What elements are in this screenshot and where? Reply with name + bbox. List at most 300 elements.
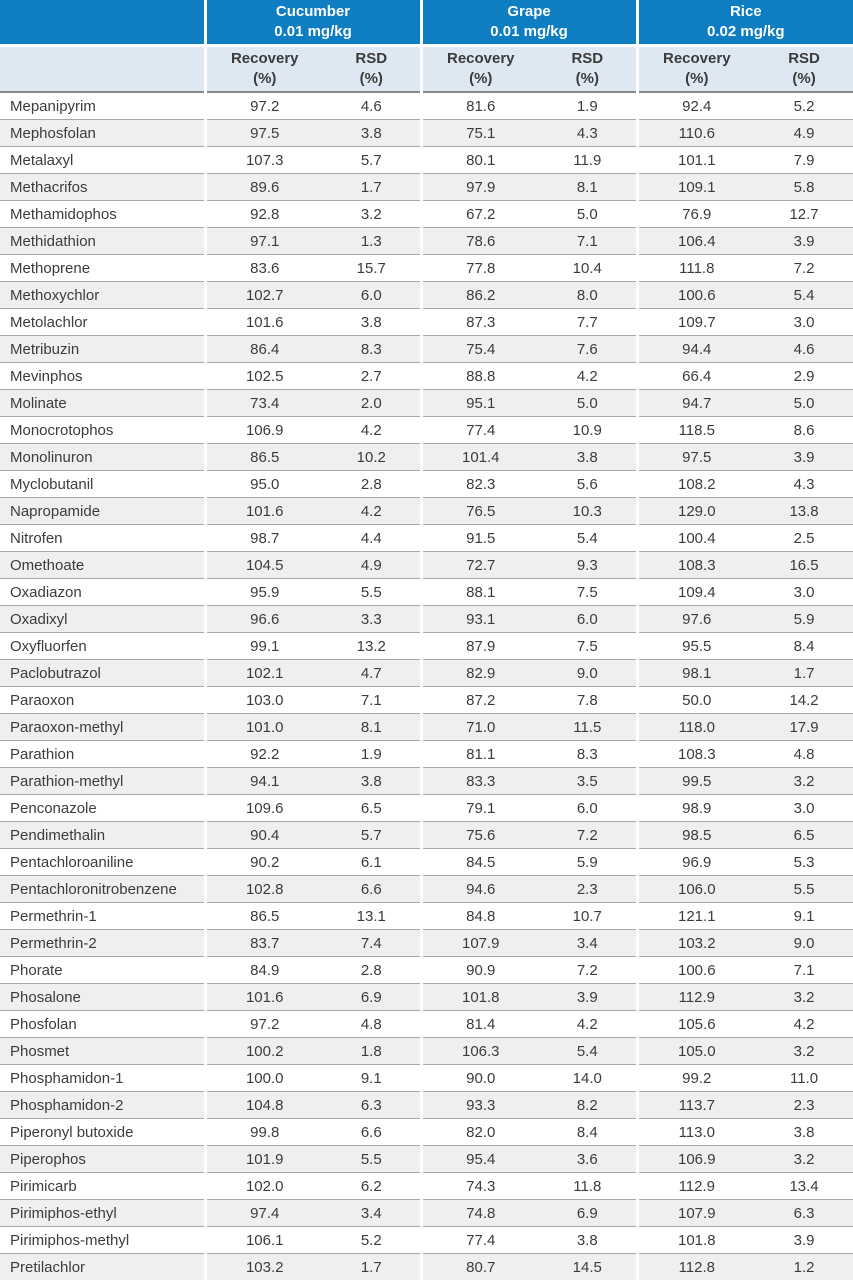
recovery-value-cell: 89.6 [205, 174, 323, 201]
compound-name-cell: Phosalone [0, 984, 205, 1011]
matrix-name: Cucumber [275, 3, 351, 20]
rsd-value-cell: 3.8 [755, 1119, 853, 1146]
recovery-value-cell: 92.4 [637, 92, 755, 120]
rsd-value-cell: 1.7 [323, 174, 421, 201]
table-row [0, 471, 853, 498]
rsd-value-cell: 7.6 [539, 336, 637, 363]
recovery-value-cell: 97.2 [205, 1011, 323, 1038]
recovery-value-cell: 92.8 [205, 201, 323, 228]
rsd-value-cell: 2.5 [755, 525, 853, 552]
matrix-name: Grape [507, 3, 551, 20]
rsd-value-cell: 3.9 [755, 1227, 853, 1254]
rsd-value-cell: 3.2 [323, 201, 421, 228]
rsd-value-cell: 7.8 [539, 687, 637, 714]
compound-name-cell: Oxadixyl [0, 606, 205, 633]
table-row [0, 849, 853, 876]
rsd-value-cell: 5.4 [539, 1038, 637, 1065]
rsd-value-cell: 8.1 [323, 714, 421, 741]
rsd-value-cell: 5.2 [755, 92, 853, 120]
recovery-value-cell: 79.1 [421, 795, 539, 822]
recovery-value-cell: 112.8 [637, 1254, 755, 1280]
rsd-value-cell: 3.4 [323, 1200, 421, 1227]
rsd-value-cell: 3.8 [539, 1227, 637, 1254]
rsd-value-cell: 6.0 [323, 282, 421, 309]
rsd-value-cell: 8.3 [323, 336, 421, 363]
compound-name-cell: Piperonyl butoxide [0, 1119, 205, 1146]
rsd-value-cell: 6.0 [539, 795, 637, 822]
compound-name-cell: Methamidophos [0, 201, 205, 228]
rsd-value-cell: 5.5 [755, 876, 853, 903]
compound-name-cell: Metalaxyl [0, 147, 205, 174]
rsd-value-cell: 6.9 [539, 1200, 637, 1227]
rsd-value-cell: 6.9 [323, 984, 421, 1011]
compound-name-cell: Metribuzin [0, 336, 205, 363]
table-row [0, 363, 853, 390]
compound-name-cell: Methoprene [0, 255, 205, 282]
recovery-value-cell: 100.6 [637, 282, 755, 309]
recovery-value-cell: 84.8 [421, 903, 539, 930]
recovery-value-cell: 100.0 [205, 1065, 323, 1092]
table-row [0, 579, 853, 606]
recovery-value-cell: 97.4 [205, 1200, 323, 1227]
rsd-value-cell: 4.9 [323, 552, 421, 579]
compound-name-cell: Pirimiphos-ethyl [0, 1200, 205, 1227]
recovery-value-cell: 106.1 [205, 1227, 323, 1254]
compound-name-cell: Paclobutrazol [0, 660, 205, 687]
rsd-value-cell: 4.2 [539, 363, 637, 390]
rsd-value-cell: 6.5 [755, 822, 853, 849]
compound-name-cell: Piperophos [0, 1146, 205, 1173]
recovery-value-cell: 97.6 [637, 606, 755, 633]
rsd-value-cell: 3.2 [755, 768, 853, 795]
recovery-value-cell: 99.1 [205, 633, 323, 660]
recovery-value-cell: 84.9 [205, 957, 323, 984]
recovery-value-cell: 105.6 [637, 1011, 755, 1038]
table-row [0, 92, 853, 120]
recovery-value-cell: 107.9 [637, 1200, 755, 1227]
recovery-value-cell: 97.5 [637, 444, 755, 471]
recovery-value-cell: 98.9 [637, 795, 755, 822]
recovery-value-cell: 99.8 [205, 1119, 323, 1146]
recovery-value-cell: 91.5 [421, 525, 539, 552]
rsd-value-cell: 6.0 [539, 606, 637, 633]
table-row [0, 282, 853, 309]
recovery-value-cell: 81.1 [421, 741, 539, 768]
recovery-value-cell: 88.1 [421, 579, 539, 606]
table-body [0, 92, 853, 1280]
rsd-value-cell: 5.8 [755, 174, 853, 201]
recovery-value-cell: 106.9 [637, 1146, 755, 1173]
recovery-value-cell: 107.9 [421, 930, 539, 957]
recovery-value-cell: 94.1 [205, 768, 323, 795]
recovery-value-cell: 86.4 [205, 336, 323, 363]
recovery-value-cell: 100.4 [637, 525, 755, 552]
recovery-value-cell: 102.0 [205, 1173, 323, 1200]
recovery-value-cell: 66.4 [637, 363, 755, 390]
recovery-value-cell: 80.7 [421, 1254, 539, 1280]
rsd-value-cell: 14.5 [539, 1254, 637, 1280]
recovery-value-cell: 113.0 [637, 1119, 755, 1146]
recovery-value-cell: 104.5 [205, 552, 323, 579]
recovery-value-cell: 101.6 [205, 498, 323, 525]
rsd-value-cell: 10.3 [539, 498, 637, 525]
rsd-value-cell: 5.9 [755, 606, 853, 633]
rsd-value-cell: 1.9 [323, 741, 421, 768]
corner-cell [0, 0, 205, 46]
rsd-value-cell: 8.6 [755, 417, 853, 444]
table-row [0, 930, 853, 957]
subheader-recovery: Recovery (%) [205, 46, 323, 93]
recovery-value-cell: 112.9 [637, 984, 755, 1011]
recovery-value-cell: 78.6 [421, 228, 539, 255]
recovery-value-cell: 84.5 [421, 849, 539, 876]
recovery-value-cell: 95.1 [421, 390, 539, 417]
rsd-value-cell: 5.6 [539, 471, 637, 498]
recovery-value-cell: 83.3 [421, 768, 539, 795]
table-row [0, 1254, 853, 1280]
recovery-value-cell: 77.4 [421, 1227, 539, 1254]
rsd-value-cell: 3.8 [323, 768, 421, 795]
compound-name-cell: Parathion-methyl [0, 768, 205, 795]
recovery-value-cell: 108.3 [637, 741, 755, 768]
recovery-value-cell: 87.3 [421, 309, 539, 336]
recovery-value-cell: 86.2 [421, 282, 539, 309]
table-row [0, 1146, 853, 1173]
recovery-value-cell: 106.3 [421, 1038, 539, 1065]
recovery-value-cell: 82.3 [421, 471, 539, 498]
compound-name-cell: Monocrotophos [0, 417, 205, 444]
recovery-value-cell: 109.4 [637, 579, 755, 606]
rsd-value-cell: 3.8 [539, 444, 637, 471]
recovery-value-cell: 129.0 [637, 498, 755, 525]
rsd-value-cell: 1.7 [755, 660, 853, 687]
recovery-value-cell: 90.0 [421, 1065, 539, 1092]
table-row [0, 984, 853, 1011]
table-row [0, 1065, 853, 1092]
recovery-value-cell: 110.6 [637, 120, 755, 147]
recovery-value-cell: 106.0 [637, 876, 755, 903]
compound-name-cell: Pretilachlor [0, 1254, 205, 1280]
recovery-value-cell: 101.8 [421, 984, 539, 1011]
recovery-value-cell: 80.1 [421, 147, 539, 174]
rsd-value-cell: 7.1 [755, 957, 853, 984]
rsd-value-cell: 3.6 [539, 1146, 637, 1173]
rsd-value-cell: 2.7 [323, 363, 421, 390]
rsd-value-cell: 8.4 [539, 1119, 637, 1146]
compound-name-cell: Metolachlor [0, 309, 205, 336]
table-row [0, 255, 853, 282]
recovery-value-cell: 100.2 [205, 1038, 323, 1065]
recovery-value-cell: 90.9 [421, 957, 539, 984]
matrix-name: Rice [729, 3, 762, 20]
rsd-value-cell: 7.7 [539, 309, 637, 336]
compound-name-cell: Methoxychlor [0, 282, 205, 309]
recovery-value-cell: 108.3 [637, 552, 755, 579]
rsd-value-cell: 2.8 [323, 957, 421, 984]
recovery-value-cell: 109.7 [637, 309, 755, 336]
table-row [0, 336, 853, 363]
table-row [0, 714, 853, 741]
recovery-value-cell: 101.6 [205, 984, 323, 1011]
rsd-value-cell: 4.2 [755, 1011, 853, 1038]
rsd-value-cell: 13.1 [323, 903, 421, 930]
compound-name-cell: Myclobutanil [0, 471, 205, 498]
rsd-value-cell: 7.9 [755, 147, 853, 174]
compound-name-cell: Parathion [0, 741, 205, 768]
recovery-value-cell: 72.7 [421, 552, 539, 579]
rsd-value-cell: 4.8 [323, 1011, 421, 1038]
recovery-value-cell: 121.1 [637, 903, 755, 930]
rsd-value-cell: 5.0 [539, 390, 637, 417]
subheader-empty-cell [0, 46, 205, 93]
rsd-value-cell: 3.3 [323, 606, 421, 633]
rsd-value-cell: 13.8 [755, 498, 853, 525]
recovery-value-cell: 102.1 [205, 660, 323, 687]
rsd-value-cell: 5.0 [755, 390, 853, 417]
rsd-value-cell: 5.4 [755, 282, 853, 309]
rsd-value-cell: 10.7 [539, 903, 637, 930]
recovery-value-cell: 81.4 [421, 1011, 539, 1038]
recovery-value-cell: 88.8 [421, 363, 539, 390]
table-row [0, 660, 853, 687]
rsd-value-cell: 1.3 [323, 228, 421, 255]
table-row [0, 1011, 853, 1038]
recovery-value-cell: 71.0 [421, 714, 539, 741]
rsd-value-cell: 5.7 [323, 147, 421, 174]
recovery-value-cell: 95.9 [205, 579, 323, 606]
compound-name-cell: Phosphamidon-1 [0, 1065, 205, 1092]
recovery-value-cell: 102.5 [205, 363, 323, 390]
recovery-value-cell: 101.8 [637, 1227, 755, 1254]
rsd-value-cell: 13.2 [323, 633, 421, 660]
rsd-value-cell: 7.1 [323, 687, 421, 714]
rsd-value-cell: 6.5 [323, 795, 421, 822]
table-row [0, 309, 853, 336]
recovery-value-cell: 81.6 [421, 92, 539, 120]
recovery-value-cell: 92.2 [205, 741, 323, 768]
rsd-value-cell: 7.2 [539, 957, 637, 984]
rsd-value-cell: 6.6 [323, 1119, 421, 1146]
matrix-header-rice [637, 0, 853, 46]
rsd-value-cell: 5.3 [755, 849, 853, 876]
compound-name-cell: Pirimiphos-methyl [0, 1227, 205, 1254]
table-row [0, 957, 853, 984]
table-row [0, 1173, 853, 1200]
compound-name-cell: Monolinuron [0, 444, 205, 471]
rsd-value-cell: 13.4 [755, 1173, 853, 1200]
recovery-value-cell: 75.1 [421, 120, 539, 147]
compound-name-cell: Molinate [0, 390, 205, 417]
rsd-value-cell: 2.9 [755, 363, 853, 390]
rsd-value-cell: 3.2 [755, 1146, 853, 1173]
table-row [0, 552, 853, 579]
rsd-value-cell: 5.0 [539, 201, 637, 228]
rsd-value-cell: 8.3 [539, 741, 637, 768]
rsd-value-cell: 5.7 [323, 822, 421, 849]
table-row [0, 390, 853, 417]
rsd-value-cell: 9.0 [539, 660, 637, 687]
rsd-value-cell: 8.4 [755, 633, 853, 660]
compound-name-cell: Methacrifos [0, 174, 205, 201]
compound-name-cell: Omethoate [0, 552, 205, 579]
recovery-value-cell: 112.9 [637, 1173, 755, 1200]
rsd-value-cell: 3.0 [755, 579, 853, 606]
rsd-value-cell: 8.0 [539, 282, 637, 309]
rsd-value-cell: 4.3 [755, 471, 853, 498]
table-row [0, 1119, 853, 1146]
rsd-value-cell: 10.9 [539, 417, 637, 444]
table-row [0, 822, 853, 849]
table-row [0, 444, 853, 471]
recovery-value-cell: 95.0 [205, 471, 323, 498]
table-row [0, 1227, 853, 1254]
recovery-value-cell: 111.8 [637, 255, 755, 282]
compound-name-cell: Nitrofen [0, 525, 205, 552]
recovery-value-cell: 74.8 [421, 1200, 539, 1227]
compound-name-cell: Permethrin-2 [0, 930, 205, 957]
compound-name-cell: Mephosfolan [0, 120, 205, 147]
recovery-value-cell: 77.8 [421, 255, 539, 282]
rsd-value-cell: 9.1 [755, 903, 853, 930]
rsd-value-cell: 3.9 [755, 444, 853, 471]
rsd-value-cell: 4.2 [539, 1011, 637, 1038]
recovery-value-cell: 75.4 [421, 336, 539, 363]
recovery-value-cell: 75.6 [421, 822, 539, 849]
recovery-value-cell: 74.3 [421, 1173, 539, 1200]
rsd-value-cell: 4.7 [323, 660, 421, 687]
rsd-value-cell: 4.2 [323, 498, 421, 525]
recovery-value-cell: 87.2 [421, 687, 539, 714]
rsd-value-cell: 3.9 [755, 228, 853, 255]
rsd-value-cell: 8.2 [539, 1092, 637, 1119]
rsd-value-cell: 16.5 [755, 552, 853, 579]
rsd-value-cell: 3.0 [755, 795, 853, 822]
table-row [0, 228, 853, 255]
matrix-level: 0.01 mg/kg [274, 23, 352, 40]
recovery-value-cell: 97.9 [421, 174, 539, 201]
recovery-value-cell: 86.5 [205, 444, 323, 471]
table-row [0, 498, 853, 525]
recovery-value-cell: 109.6 [205, 795, 323, 822]
matrix-header-grape [421, 0, 637, 46]
recovery-value-cell: 76.5 [421, 498, 539, 525]
table-row [0, 795, 853, 822]
compound-name-cell: Phosmet [0, 1038, 205, 1065]
compound-name-cell: Oxyfluorfen [0, 633, 205, 660]
rsd-value-cell: 11.0 [755, 1065, 853, 1092]
recovery-value-cell: 101.9 [205, 1146, 323, 1173]
rsd-value-cell: 1.2 [755, 1254, 853, 1280]
table-row [0, 1092, 853, 1119]
compound-name-cell: Pentachloroaniline [0, 849, 205, 876]
subheader-rsd: RSD (%) [539, 46, 637, 93]
table-row [0, 201, 853, 228]
subheader-rsd: RSD (%) [323, 46, 421, 93]
recovery-value-cell: 108.2 [637, 471, 755, 498]
rsd-value-cell: 1.9 [539, 92, 637, 120]
recovery-value-cell: 93.3 [421, 1092, 539, 1119]
subheader-recovery: Recovery (%) [637, 46, 755, 93]
recovery-value-cell: 87.9 [421, 633, 539, 660]
subheader-rsd: RSD (%) [755, 46, 853, 93]
table-row [0, 633, 853, 660]
recovery-value-cell: 107.3 [205, 147, 323, 174]
rsd-value-cell: 17.9 [755, 714, 853, 741]
recovery-value-cell: 103.0 [205, 687, 323, 714]
rsd-value-cell: 2.0 [323, 390, 421, 417]
recovery-value-cell: 109.1 [637, 174, 755, 201]
compound-name-cell: Paraoxon [0, 687, 205, 714]
table-row [0, 174, 853, 201]
rsd-value-cell: 2.3 [755, 1092, 853, 1119]
rsd-value-cell: 4.8 [755, 741, 853, 768]
rsd-value-cell: 7.2 [755, 255, 853, 282]
compound-name-cell: Oxadiazon [0, 579, 205, 606]
recovery-value-cell: 106.9 [205, 417, 323, 444]
recovery-value-cell: 101.6 [205, 309, 323, 336]
rsd-value-cell: 14.2 [755, 687, 853, 714]
rsd-value-cell: 7.2 [539, 822, 637, 849]
table-row [0, 120, 853, 147]
recovery-value-cell: 98.7 [205, 525, 323, 552]
recovery-value-cell: 96.9 [637, 849, 755, 876]
rsd-value-cell: 8.1 [539, 174, 637, 201]
recovery-value-cell: 98.1 [637, 660, 755, 687]
rsd-value-cell: 9.3 [539, 552, 637, 579]
rsd-value-cell: 7.4 [323, 930, 421, 957]
recovery-value-cell: 83.7 [205, 930, 323, 957]
recovery-value-cell: 77.4 [421, 417, 539, 444]
recovery-value-cell: 94.7 [637, 390, 755, 417]
rsd-value-cell: 6.6 [323, 876, 421, 903]
table-row [0, 903, 853, 930]
table-row [0, 876, 853, 903]
compound-name-cell: Phosphamidon-2 [0, 1092, 205, 1119]
rsd-value-cell: 9.1 [323, 1065, 421, 1092]
table-row [0, 1038, 853, 1065]
rsd-value-cell: 6.1 [323, 849, 421, 876]
rsd-value-cell: 3.9 [539, 984, 637, 1011]
table-row [0, 687, 853, 714]
rsd-value-cell: 3.8 [323, 120, 421, 147]
recovery-value-cell: 67.2 [421, 201, 539, 228]
recovery-value-cell: 101.0 [205, 714, 323, 741]
table-row [0, 606, 853, 633]
compound-name-cell: Mepanipyrim [0, 92, 205, 120]
rsd-value-cell: 11.8 [539, 1173, 637, 1200]
recovery-value-cell: 97.5 [205, 120, 323, 147]
recovery-value-cell: 105.0 [637, 1038, 755, 1065]
compound-name-cell: Paraoxon-methyl [0, 714, 205, 741]
compound-name-cell: Methidathion [0, 228, 205, 255]
compound-name-cell: Permethrin-1 [0, 903, 205, 930]
subheader-row [0, 46, 853, 93]
recovery-value-cell: 94.6 [421, 876, 539, 903]
rsd-value-cell: 4.4 [323, 525, 421, 552]
recovery-value-cell: 82.0 [421, 1119, 539, 1146]
recovery-value-cell: 94.4 [637, 336, 755, 363]
rsd-value-cell: 3.0 [755, 309, 853, 336]
recovery-value-cell: 95.4 [421, 1146, 539, 1173]
rsd-value-cell: 5.4 [539, 525, 637, 552]
rsd-value-cell: 11.5 [539, 714, 637, 741]
recovery-value-cell: 118.0 [637, 714, 755, 741]
rsd-value-cell: 3.4 [539, 930, 637, 957]
rsd-value-cell: 10.2 [323, 444, 421, 471]
recovery-value-cell: 99.5 [637, 768, 755, 795]
compound-name-cell: Pendimethalin [0, 822, 205, 849]
rsd-value-cell: 15.7 [323, 255, 421, 282]
